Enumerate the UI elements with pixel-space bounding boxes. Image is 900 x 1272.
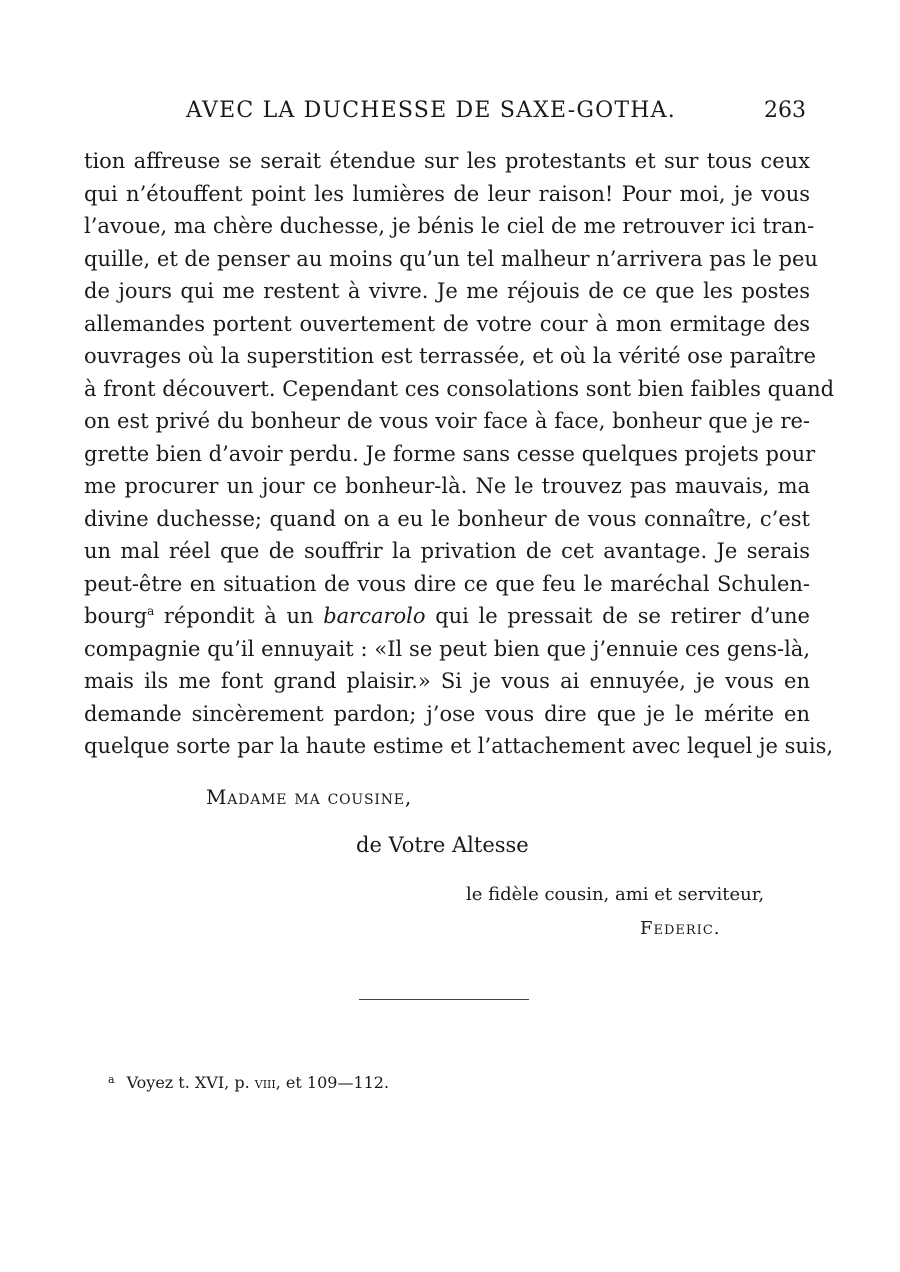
text-line: me procurer un jour ce bonheur-là. Ne le trouvez pas mauvais, ma bbox=[84, 474, 810, 498]
text-line: à front découvert. Cependant ces consolations sont bien faibles quand bbox=[84, 376, 835, 401]
text-line-with-note bbox=[84, 600, 810, 633]
footnote-reference[interactable]: a bbox=[147, 604, 155, 618]
text-segment: répondit à un bbox=[154, 604, 324, 628]
text-line: un mal réel que de souffrir la privation de cet avantage. Je serais bbox=[84, 539, 810, 563]
text-line: quille, et de penser au moins qu’un tel malheur n’arrivera pas le peu bbox=[84, 246, 818, 271]
running-title: AVEC LA DUCHESSE DE SAXE-GOTHA. bbox=[186, 98, 676, 123]
page-number: 263 bbox=[764, 98, 806, 123]
text-segment: bourg bbox=[84, 604, 148, 628]
text-line: quelque sorte par la haute estime et l’attachement avec lequel je suis, bbox=[84, 734, 834, 758]
text-segment: qui le pressait de se retirer d’une bbox=[425, 604, 810, 628]
text-line: on est privé du bonheur de vous voir face à face, bonheur que je re- bbox=[84, 409, 810, 433]
footnote-mark: a bbox=[108, 1073, 115, 1086]
text-line: tion affreuse se serait étendue sur les protestants et sur tous ceux bbox=[84, 149, 810, 173]
text-line: grette bien d’avoir perdu. Je forme sans cesse quelques projets pour bbox=[84, 441, 816, 466]
italic-term: barcarolo bbox=[323, 604, 426, 628]
text-line: mais ils me font grand plaisir.» Si je vous ai ennuyée, je vous en bbox=[84, 669, 810, 693]
text-line: allemandes portent ouvertement de votre cour à mon ermitage des bbox=[84, 311, 810, 336]
footnote-text-end: , et 109—112. bbox=[275, 1073, 390, 1092]
letter-body bbox=[84, 145, 835, 763]
signature: Federic. bbox=[640, 918, 721, 939]
text-line: demande sincèrement pardon; j’ose vous dire que je le mérite en bbox=[84, 701, 810, 726]
salutation: Madame ma cousine, bbox=[206, 785, 412, 809]
closing-formula: de Votre Altesse bbox=[356, 833, 529, 857]
text-line: qui n’étouffent point les lumières de leur raison! Pour moi, je vous bbox=[84, 181, 810, 206]
text-line: ouvrages où la superstition est terrassée, et où la vérité ose paraître bbox=[84, 344, 816, 368]
text-line: l’avoue, ma chère duchesse, je bénis le ciel de me retrouver ici tran- bbox=[84, 214, 815, 238]
footnote bbox=[108, 1073, 389, 1092]
text-line: compagnie qu’il ennuyait : «Il se peut bien que j’ennuie ces gens-là, bbox=[84, 636, 810, 661]
text-line: divine duchesse; quand on a eu le bonheur de vous connaître, c’est bbox=[84, 506, 810, 531]
sender-role: le fidèle cousin, ami et serviteur, bbox=[466, 884, 765, 905]
footnote-page-roman: viii bbox=[254, 1073, 276, 1092]
footnote-divider bbox=[359, 999, 529, 1000]
footnote-text: Voyez t. XVI, p. bbox=[126, 1073, 255, 1092]
text-line: de jours qui me restent à vivre. Je me réjouis de ce que les postes bbox=[84, 279, 810, 303]
running-head bbox=[186, 98, 806, 130]
text-line: peut-être en situation de vous dire ce que feu le maréchal Schulen- bbox=[84, 571, 810, 596]
